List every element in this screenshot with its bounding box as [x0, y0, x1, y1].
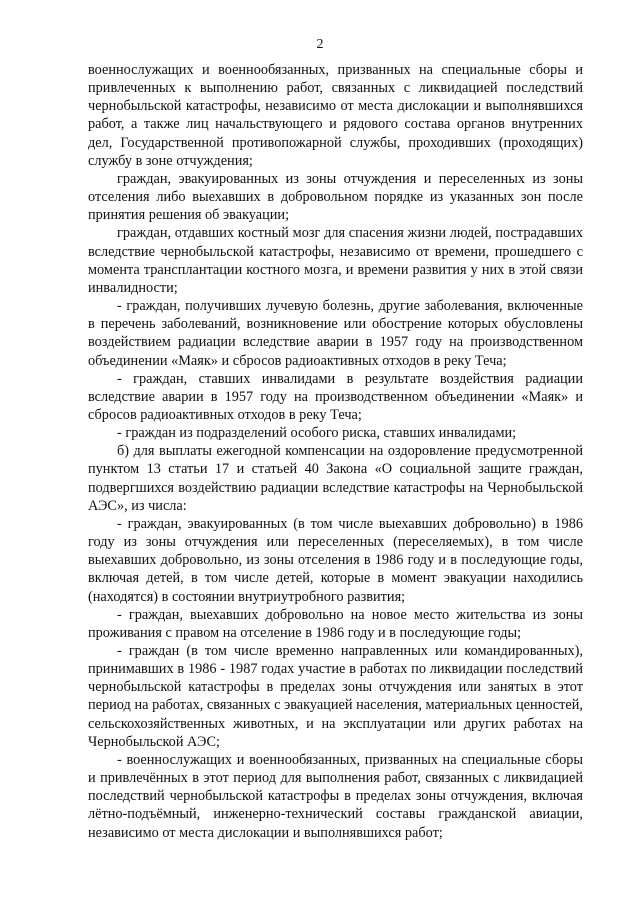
paragraph-military-personnel: - военнослужащих и военнообязанных, призванных на специальные сборы и привлечённых в этот период для выполнения работ, связанных с ликвидацией последствий чернобыльской катастрофы в пределах зоны отчуждения, включая лётно-подъёмный, инженерно-технический составы гражданской авиации, независимо от места дислокации и выполнявшихся работ;	[88, 751, 583, 841]
paragraph-evacuated-citizens: граждан, эвакуированных из зоны отчуждения и переселенных из зоны отселения либо выехавших в добровольном порядке из указанных зон после принятия решения об эвакуации;	[88, 170, 583, 224]
paragraph-evacuated-1986: - граждан, эвакуированных (в том числе выехавших добровольно) в 1986 году из зоны отчуждения или переселенных (переселяемых), в том числе выехавших добровольно, из зоны отселения в 1986 году и в последующие годы, включая детей, в том числе детей, которые в момент эвакуации находились (находятся) в состоянии внутриутробного развития;	[88, 515, 583, 605]
paragraph-radiation-sickness-mayak: - граждан, получивших лучевую болезнь, другие заболевания, включенные в перечень заболеваний, возникновение или обострение которых обусловлены воздействием радиации вследствие аварии в 1957 году на производственном объединении «Маяк» и сбросов радиоактивных отходов в реку Теча;	[88, 298, 583, 369]
page-number: 2	[316, 37, 324, 52]
paragraph-liquidation-participants: - граждан (в том числе временно направленных или командированных), принимавших в 1986 - 1987 годах участие в работах по ликвидации последствий чернобыльской катастрофы в пределах зоны отчуждения или занятых в этот период на работах, связанных с эвакуацией населения, материальных ценностей, сельскохозяйственных животных, и на эксплуатации или других работах на Чернобыльской АЭС;	[88, 643, 583, 750]
paragraph-annual-compensation: б) для выплаты ежегодной компенсации на оздоровление предусмотренной пунктом 13 статьи 17 и статьей 40 Закона «О социальной защите граждан, подвергшихся воздействию радиации вследствие катастрофы на Чернобыльской АЭС», из числа:	[88, 443, 583, 514]
paragraph-special-risk-units: - граждан из подразделений особого риска, ставших инвалидами;	[117, 425, 517, 442]
paragraph-bone-marrow-donors: граждан, отдавших костный мозг для спасения жизни людей, пострадавших вследствие чернобыльской катастрофы, независимо от времени, прошедшего с момента трансплантации костного мозга, и времени развития у них в этой связи инвалидности;	[88, 225, 583, 296]
paragraph-continuation: военнослужащих и военнообязанных, призванных на специальные сборы и привлеченных к выполнению работ, связанных с ликвидацией последствий чернобыльской катастрофы, независимо от места дислокации и выполнявшихся работ, а также лиц начальствующего и рядового состава органов внутренних дел, Государственной противопожарной службы, проходивших (проходящих) службу в зоне отчуждения;	[88, 62, 583, 169]
document-body	[88, 61, 583, 842]
paragraph-disabled-mayak: - граждан, ставших инвалидами в результате воздействия радиации вследствие аварии в 1957 году на производственном объединении «Маяк» и сбросов радиоактивных отходов в реку Теча;	[88, 370, 583, 423]
paragraph-voluntary-relocation: - граждан, выехавших добровольно на новое место жительства из зоны проживания с правом на отселение в 1986 году и в последующие годы;	[88, 606, 583, 641]
